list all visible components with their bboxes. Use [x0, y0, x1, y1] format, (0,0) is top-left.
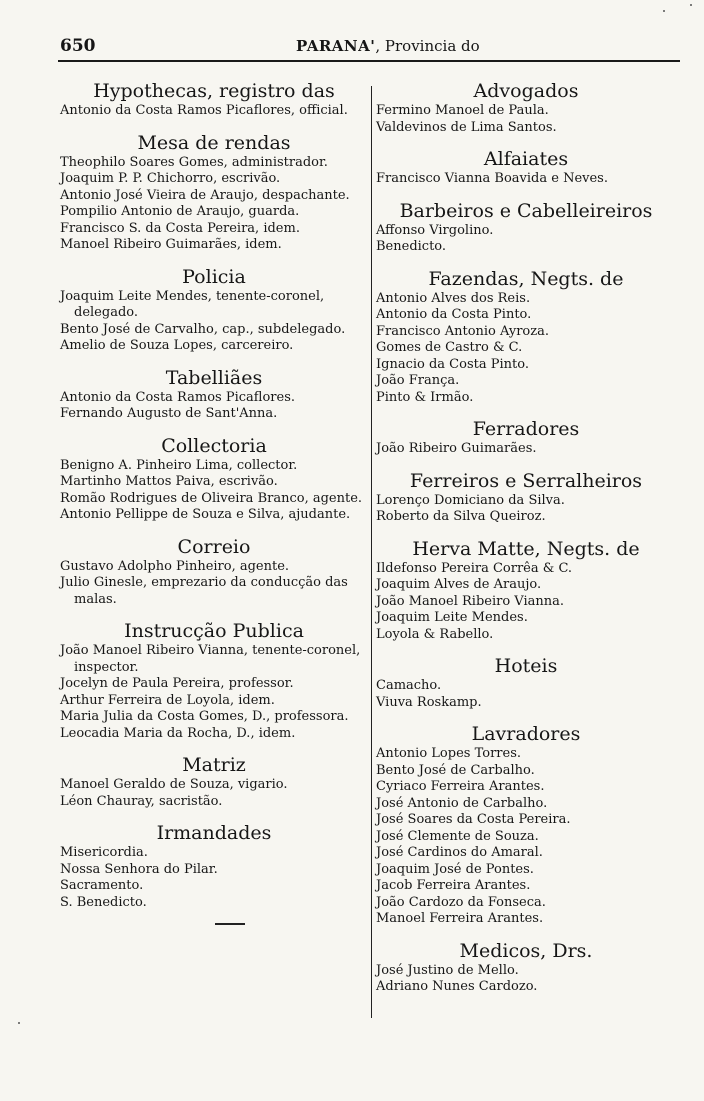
list-entry: Antonio Alves dos Reis. — [376, 290, 531, 306]
section-barbeiros-e-cabelleireiros — [376, 200, 676, 256]
list-entry: Manoel Ferreira Arantes. — [376, 911, 544, 926]
list-entry: Antonio da Costa Ramos Picaflores, official. — [60, 103, 348, 118]
list-entry: Pompilio Antonio de Araujo, guarda. — [60, 204, 300, 219]
list-entry: Maria Julia da Costa Gomes, D., professora. — [60, 709, 349, 724]
section-heading: Matriz — [182, 754, 246, 776]
list-entry: Misericordia. — [60, 845, 148, 860]
section-heading: Ferradores — [472, 418, 580, 440]
section-herva-matte-negts-de — [376, 538, 676, 644]
list-entry: S. Benedicto. — [60, 894, 147, 910]
list-entry: João Ribeiro Guimarães. — [376, 441, 537, 456]
section-hypothecas-registro-das — [60, 80, 368, 120]
list-entry: Cyriaco Ferreira Arantes. — [376, 779, 545, 794]
list-entry: José Justino de Mello. — [376, 962, 519, 978]
left-column — [60, 80, 368, 925]
section-tabelliaes — [60, 367, 368, 423]
list-entry: Francisco S. da Costa Pereira, idem. — [60, 220, 300, 236]
list-entry: João Cardozo da Fonseca. — [376, 894, 546, 910]
section-heading: Alfaiates — [483, 148, 569, 170]
section-fazendas-negts-de — [376, 268, 676, 407]
section-heading: Instrucção Publica — [124, 620, 304, 642]
page-header — [60, 36, 680, 56]
list-entry: João Manoel Ribeiro Vianna. — [376, 593, 564, 609]
list-entry: Roberto da Silva Queiroz. — [376, 509, 546, 524]
list-entry: Joaquim Alves de Araujo. — [376, 577, 542, 592]
list-entry: Theophilo Soares Gomes, administrador. — [60, 154, 328, 170]
scan-speck — [690, 4, 692, 6]
section-alfaiates — [376, 148, 676, 188]
list-entry: João Manoel Ribeiro Vianna, tenente-coronel, inspector. — [60, 643, 361, 675]
section-heading: Tabelliães — [165, 366, 263, 389]
list-entry: Arthur Ferreira de Loyola, idem. — [60, 692, 275, 708]
list-entry: Romão Rodrigues de Oliveira Branco, agente. — [60, 490, 363, 506]
section-heading: Advogados — [473, 80, 579, 102]
list-entry: Valdevinos de Lima Santos. — [376, 119, 557, 135]
header-rule — [58, 60, 680, 62]
list-entry: Affonso Virgolino. — [376, 222, 494, 238]
list-entry: Fermino Manoel de Paula. — [376, 103, 549, 118]
list-entry: João França. — [376, 373, 460, 388]
list-entry: José Antonio de Carbalho. — [376, 795, 548, 811]
list-entry: Leocadia Maria da Rocha, D., idem. — [60, 725, 296, 741]
section-medicos-drs — [376, 940, 676, 996]
section-heading: Barbeiros e Cabelleireiros — [399, 199, 653, 222]
list-entry: Viuva Roskamp. — [376, 694, 482, 710]
section-collectoria — [60, 435, 368, 524]
list-entry: Adriano Nunes Cardozo. — [376, 979, 538, 994]
section-mesa-de-rendas — [60, 132, 368, 254]
section-hoteis — [376, 655, 676, 711]
section-heading: Hypothecas, registro das — [93, 80, 335, 102]
running-title-rest: , Provincia do — [375, 37, 480, 55]
section-ferreiros-e-serralheiros — [376, 470, 676, 526]
list-entry: Sacramento. — [60, 878, 144, 893]
section-heading: Medicos, Drs. — [459, 939, 593, 962]
list-entry: Lorenço Domiciano da Silva. — [376, 492, 565, 508]
running-title-province: PARANA' — [296, 37, 376, 55]
list-entry: Antonio Lopes Torres. — [376, 746, 521, 761]
list-entry: Joaquim Leite Mendes, tenente-coronel, delegado. — [60, 288, 325, 320]
list-entry: Benedicto. — [376, 239, 447, 254]
list-entry: Joaquim José de Pontes. — [376, 861, 534, 877]
section-heading: Ferreiros e Serralheiros — [409, 469, 643, 492]
list-entry: Amelio de Souza Lopes, carcereiro. — [60, 338, 294, 353]
end-rule — [215, 923, 245, 925]
section-heading: Correio — [177, 535, 251, 558]
list-entry: José Soares da Costa Pereira. — [376, 812, 571, 827]
section-heading: Lavradores — [471, 723, 581, 745]
list-entry: Joaquim Leite Mendes. — [376, 610, 528, 625]
list-entry: José Clemente de Souza. — [376, 828, 539, 844]
running-title — [296, 37, 480, 55]
section-heading: Herva Matte, Negts. de — [412, 537, 640, 560]
list-entry: Nossa Senhora do Pilar. — [60, 861, 218, 877]
list-entry: Bento José de Carvalho, cap., subdelegado. — [60, 321, 346, 337]
list-entry: Julio Ginesle, emprezario da conducção das malas. — [60, 575, 348, 607]
list-entry: Camacho. — [376, 678, 442, 693]
list-entry: Léon Chauray, sacristão. — [60, 793, 223, 809]
section-lavradores — [376, 723, 676, 928]
list-entry: Francisco Antonio Ayroza. — [376, 323, 549, 339]
list-entry: Bento José de Carbalho. — [376, 762, 535, 778]
list-entry: Martinho Mattos Paiva, escrivão. — [60, 474, 278, 489]
scan-speck — [18, 1022, 20, 1024]
section-heading: Mesa de rendas — [137, 131, 291, 154]
scan-speck — [663, 10, 665, 12]
section-instruccao-publica — [60, 620, 368, 742]
section-heading: Policia — [182, 265, 246, 288]
list-entry: Antonio José Vieira de Araujo, despachante. — [60, 187, 350, 203]
list-entry: Antonio da Costa Ramos Picaflores. — [60, 389, 295, 405]
list-entry: Joaquim P. P. Chichorro, escrivão. — [60, 171, 281, 186]
list-entry: Gomes de Castro & C. — [376, 340, 523, 355]
list-entry: Fernando Augusto de Sant'Anna. — [60, 406, 278, 421]
list-entry: Manoel Geraldo de Souza, vigario. — [60, 777, 288, 792]
section-ferradores — [376, 418, 676, 458]
section-heading: Fazendas, Negts. de — [428, 267, 624, 290]
list-entry: Francisco Vianna Boavida e Neves. — [376, 171, 608, 186]
list-entry: Loyola & Rabello. — [376, 626, 494, 642]
section-heading: Collectoria — [161, 434, 267, 457]
list-entry: Ildefonso Pereira Corrêa & C. — [376, 560, 573, 576]
list-entry: Gustavo Adolpho Pinheiro, agente. — [60, 558, 290, 574]
list-entry: José Cardinos do Amaral. — [376, 845, 543, 860]
right-column — [376, 80, 676, 1008]
list-entry: Antonio Pellippe de Souza e Silva, ajudante. — [60, 507, 351, 522]
section-heading: Irmandades — [156, 822, 272, 844]
section-correio — [60, 536, 368, 609]
section-advogados — [376, 80, 676, 136]
list-entry: Ignacio da Costa Pinto. — [376, 356, 529, 372]
list-entry: Pinto & Irmão. — [376, 389, 474, 405]
section-policia — [60, 266, 368, 355]
list-entry: Jacob Ferreira Arantes. — [376, 878, 531, 893]
column-divider — [371, 86, 372, 1018]
list-entry: Jocelyn de Paula Pereira, professor. — [60, 676, 294, 691]
section-matriz — [60, 754, 368, 810]
section-heading: Hoteis — [494, 655, 558, 677]
list-entry: Antonio da Costa Pinto. — [376, 307, 532, 322]
page-number: 650 — [60, 36, 96, 56]
section-irmandades — [60, 822, 368, 911]
list-entry: Manoel Ribeiro Guimarães, idem. — [60, 237, 282, 252]
list-entry: Benigno A. Pinheiro Lima, collector. — [60, 457, 298, 473]
